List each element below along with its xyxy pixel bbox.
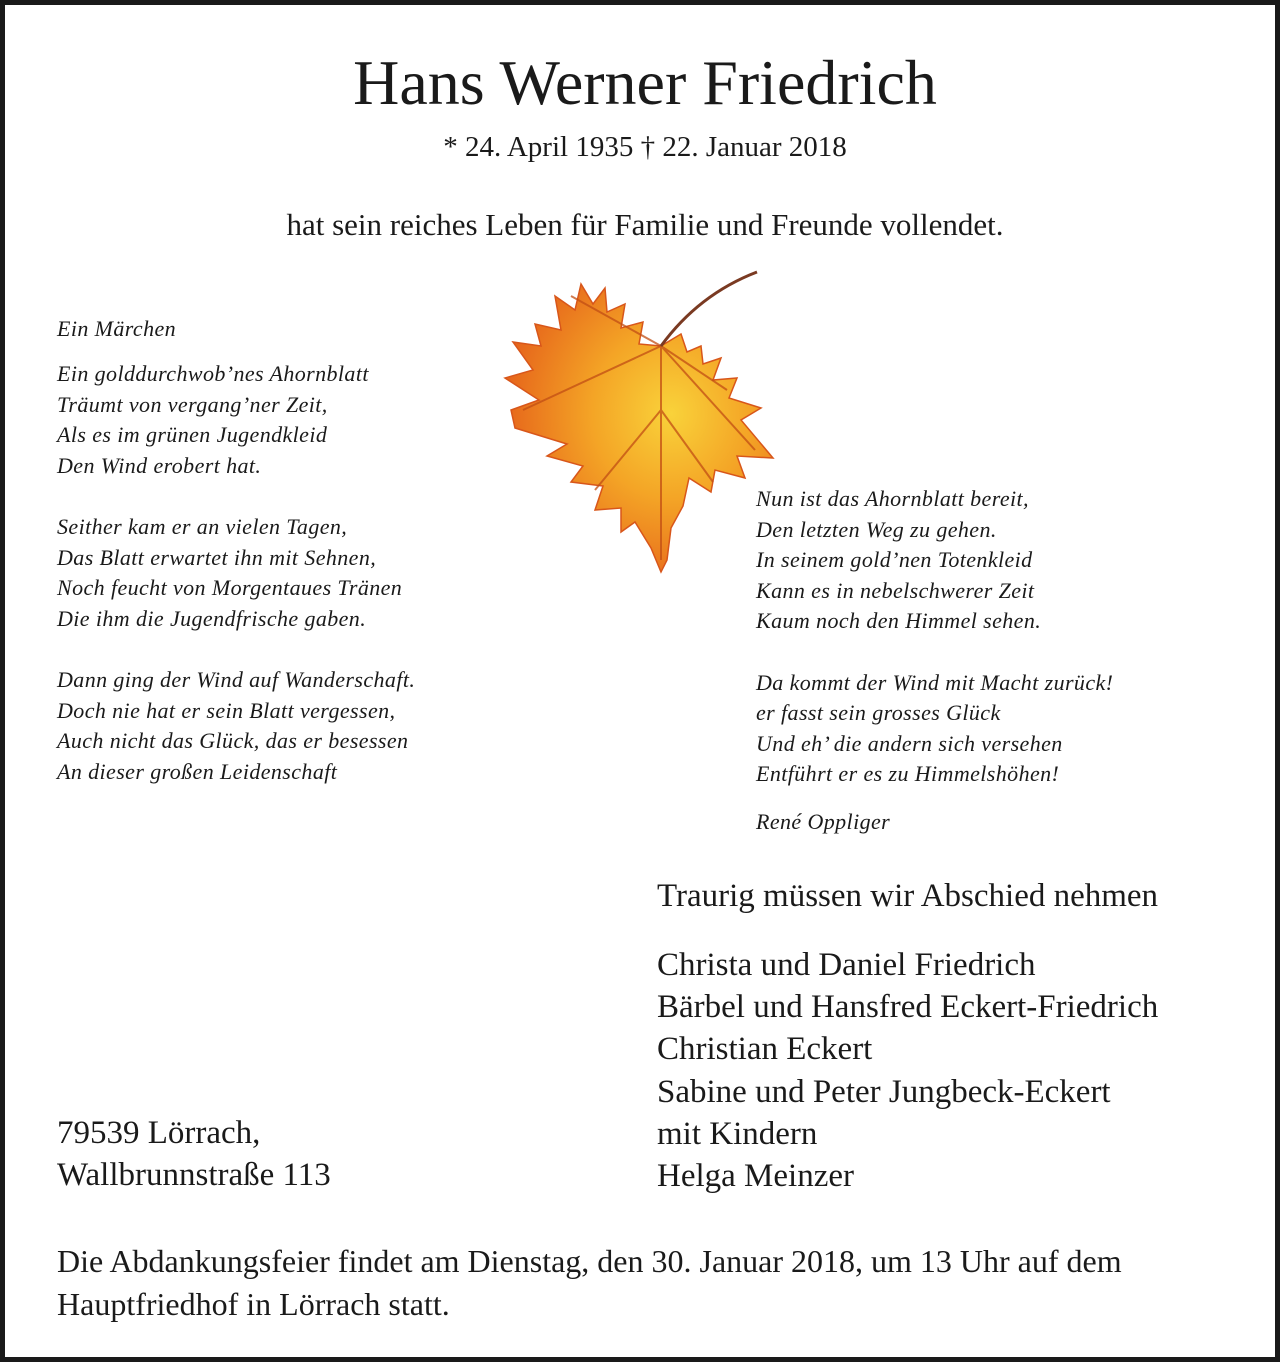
- mourner-name: mit Kindern: [657, 1115, 818, 1152]
- address-line: Wallbrunnstraße 113: [57, 1157, 331, 1194]
- poem-line: Kaum noch den Himmel sehen.: [756, 608, 1042, 634]
- poem-stanza: [57, 665, 415, 787]
- mourners-list: [657, 944, 1158, 1197]
- poem-line: Die ihm die Jugendfrische gaben.: [57, 605, 367, 631]
- poem-line: An dieser großen Leidenschaft: [57, 758, 338, 784]
- mourner-name: Christa und Daniel Friedrich: [657, 947, 1036, 983]
- poem-line: Da kommt der Wind mit Macht zurück!: [756, 669, 1114, 695]
- poem-line: Den letzten Weg zu gehen.: [756, 516, 997, 542]
- poem-title: Ein Märchen: [57, 316, 177, 341]
- poem-stanza: [756, 484, 1113, 637]
- address-block: [57, 1112, 331, 1196]
- poem-line: Seither kam er an vielen Tagen,: [57, 513, 348, 539]
- poem-line: Und eh’ die andern sich versehen: [756, 730, 1063, 756]
- mourner-name: Bärbel und Hansfred Eckert-Friedrich: [657, 989, 1159, 1026]
- poem-line: In seinem gold’nen Totenkleid: [756, 547, 1033, 573]
- poem-right-column: [756, 484, 1113, 790]
- poem-line: Dann ging der Wind auf Wanderschaft.: [57, 666, 416, 692]
- poem-stanza: [57, 512, 415, 634]
- funeral-service-info: [57, 1240, 1247, 1326]
- poem-line: Noch feucht von Morgentaues Tränen: [57, 575, 403, 601]
- poem-stanza: [756, 668, 1113, 790]
- tagline: hat sein reiches Leben für Familie und Freunde vollendet.: [286, 207, 1004, 242]
- service-line: Hauptfriedhof in Lörrach statt.: [57, 1286, 450, 1322]
- life-dates: * 24. April 1935 † 22. Januar 2018: [443, 131, 847, 163]
- poem-line: Kann es in nebelschwerer Zeit: [756, 577, 1035, 603]
- service-line: Die Abdankungsfeier findet am Dienstag, den 30. Januar 2018, um 13 Uhr auf dem: [57, 1243, 1122, 1279]
- poem-line: Ein golddurchwob’nes Ahornblatt: [57, 361, 369, 386]
- farewell-text: Traurig müssen wir Abschied nehmen: [657, 878, 1159, 914]
- maple-leaf-icon: [475, 260, 785, 575]
- poem-line: Nun ist das Ahornblatt bereit,: [756, 486, 1029, 511]
- poem-author: René Oppliger: [756, 809, 891, 834]
- poem-line: Das Blatt erwartet ihn mit Sehnen,: [57, 544, 377, 570]
- poem-line: Träumt von vergang’ner Zeit,: [57, 391, 328, 417]
- mourner-name: Helga Meinzer: [657, 1158, 854, 1195]
- poem-line: Doch nie hat er sein Blatt vergessen,: [57, 697, 396, 723]
- mourner-name: Sabine und Peter Jungbeck-Eckert: [657, 1073, 1111, 1110]
- poem-line: er fasst sein grosses Glück: [756, 700, 1001, 726]
- deceased-name: Hans Werner Friedrich: [353, 47, 937, 118]
- poem-line: Auch nicht das Glück, das er besessen: [57, 728, 409, 754]
- poem-line: Als es im grünen Jugendkleid: [57, 422, 328, 448]
- poem-stanza: [57, 359, 415, 481]
- poem-line: Den Wind erobert hat.: [57, 452, 262, 478]
- poem-left-column: [57, 359, 415, 787]
- poem-line: Entführt er es zu Himmelshöhen!: [756, 761, 1060, 787]
- address-line: 79539 Lörrach,: [57, 1115, 261, 1151]
- mourner-name: Christian Eckert: [657, 1031, 873, 1068]
